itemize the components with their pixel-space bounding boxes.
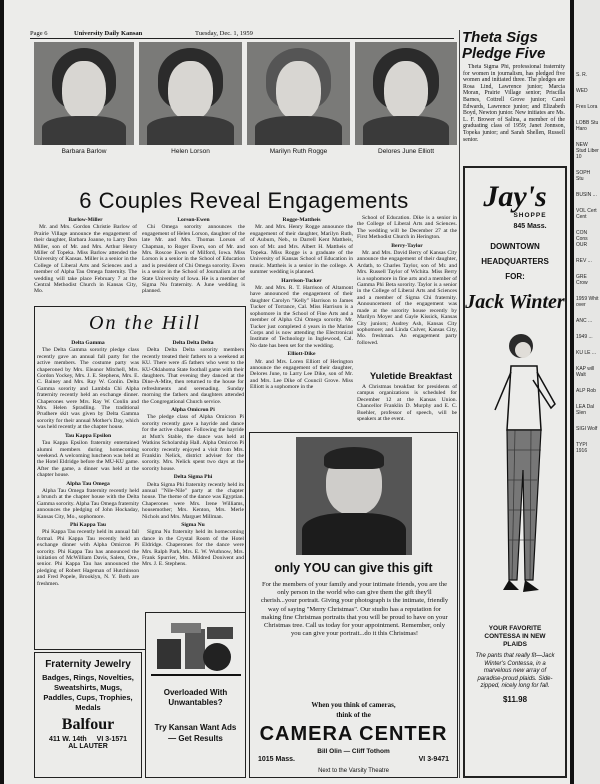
strip-text-3: LOBB Stu Haro (576, 120, 599, 132)
main-headline: 6 Couples Reveal Engagements (79, 188, 409, 213)
ad-note: Next to the Varsity Theatre (318, 768, 389, 774)
photo-marilyn-rogge (247, 42, 350, 145)
strip-text-19: TYPI 1916 (576, 442, 588, 454)
ad-shoppe: SHOPPE (513, 212, 547, 219)
ad-headline: only YOU can give this gift (274, 561, 433, 575)
ad-cta: Try Kansan Want Ads— Get Results (154, 723, 237, 743)
story-text: School of Education. Dike is a senior in the College of Liberal Arts and Sciences. The wedding will be December 27 at the First Methodist Church in Herington. (357, 215, 457, 241)
strip-text-10: GRE Crow (576, 274, 588, 286)
strip-text-6: BUSIN ... (576, 192, 597, 198)
ad-phone: VI 3-1571 (96, 736, 128, 743)
ad-title: Fraternity Jewelry (45, 659, 131, 670)
photo-caption: Barbara Barlow (61, 148, 107, 155)
strip-text-2: Fres Lora (576, 104, 598, 110)
strip-text-15: KAP will Walt (576, 366, 595, 378)
on-the-hill-title: On the Hill (89, 312, 201, 334)
paper-name: University Daily Kansan (74, 30, 143, 37)
story-berry-taylor (357, 215, 457, 369)
adjacent-page-strip (574, 0, 600, 784)
group-text: The pledge class of Alpha Omicron Pi sorority recently gave a hayride and dance for the active chapter. Following the hayride at Mutt's Stable, the dance was held at Watkins Scholarship Hall. Alpha Omicron Pi sorority recently enjoyed a visit from Mrs. Franklin Nelick, district adviser for the sorority. Mrs. Nelick spent two days at the sorority house. (142, 414, 244, 472)
ad-downtown: DOWNTOWN (490, 242, 540, 251)
strip-text-4: NEW Stud Liber 10 (576, 142, 599, 160)
story-rogge-mattheis (250, 215, 353, 429)
fashion-illustration (467, 320, 563, 620)
theta-headline: Theta Sigs Pledge Five (462, 29, 546, 62)
hill-column-left (37, 338, 139, 648)
ad-phone: VI 3-9471 (418, 756, 449, 763)
portrait-photo (296, 437, 412, 555)
strip-text-9: REV ... (576, 258, 592, 264)
group-title: Alpha Omicron Pi (171, 407, 215, 414)
photo-delores-elliott (355, 42, 457, 145)
ad-want-ads (145, 612, 246, 778)
strip-text-14: KU LE ... (576, 350, 597, 356)
group-text: The Delta Gamma sorority pledge class recently gave an annual fall party for the active members. The costume party was chaperoned by Mrs. Eleanor Mitchell, Mrs. Gordon Yockey, Mrs. J. E. Stephens, Mrs. E. C. Bainey and Mrs. Ray W. Conlin. Delta Gamma sorority and Lambda Chi Alpha fraternity recently held an exchange dinner. Chaperones were Mrs. Ray W. Conlin and Mrs. Helen Spradling. The traditional Prudhere skit was given by Delta Gamma sorority for their annual Mother's Day, which was held recently at the chapter house. (37, 347, 139, 431)
story-text: Mr. and Mrs. Gordon Christie Barlow of Prairie Village announce the engagement of their daughter, Barbara Joanne, to Larry Don Miller, son of Mr. and Mrs. Arthur Henry Miller of Topeka. Miss Barlow attended the University of Kansas. Miller is a senior in the College of Liberal Arts and Sciences and a member of Alpha Tau Omega fraternity. The wedding will take place February 7 at the Central Methodist Church in Kansas City, Mo. (34, 224, 137, 295)
hill-column-right (142, 338, 244, 608)
ad-line: think of the (336, 711, 371, 719)
story-text: Mr. and Mrs. David Berry of Kansas City announce the engagement of their daughter, Ardath, to Charles Taylor, son of Mr. and Mrs. Russell Taylor of Wichita. Miss Berry is a sophomore in fine arts and a member of Gamma Phi Beta sorority. Taylor is a senior in the College of Liberal Arts and Sciences and a member of Sigma Chi fraternity. Announcement of the engagement was made at the sorority house recently by Marilyn Moyer and Gayle Kissick, Kansas City juniors; Audrey Ash, Kansas City sophomore; and Linda Culver, Kansas City, Mo. freshman. An engagement party followed. (357, 250, 457, 346)
photo-helen-lorson (139, 42, 242, 145)
strip-text-7: VOL Cert Cent (576, 208, 597, 220)
ad-jack-winter: Jack Winter (465, 291, 565, 313)
strip-text-0: S. R. (576, 72, 588, 78)
ad-description: The pants that really fit—Jack Winter's Contessa, in a marvelous new array of paradise-proud plaids. Side-zipped, nicely long for fall. (475, 653, 555, 689)
story-text: Mr. and Mrs. R. T. Harrison of Altamont have announced the engagement of their daughter Carolyn "Kelly" Harrison to James Tucker of Torrance, Cal. Miss Harrison is a sophomore in the School of Fine Arts and a member of Alpha Chi Omega sorority. Mr. Tucker just completed 4 years in the Marine Corps and is now attending the Electronical Institute of Technology in Inglewood, Cal. No date has been set for the wedding. (250, 285, 353, 349)
yuletide-headline: Yuletide Breakfast (369, 371, 453, 382)
photo-caption: Delores June Elliott (378, 148, 434, 155)
ad-for: FOR: (505, 272, 525, 281)
strip-text-12: ANC ... (576, 318, 593, 324)
story-title: Lorson-Ewen (177, 217, 210, 223)
ad-address: 1015 Mass. (258, 756, 295, 763)
story-title: Barlow-Miller (68, 217, 103, 223)
column-rule (459, 30, 460, 778)
ad-fraternity-jewelry (34, 652, 142, 778)
newspaper-page (4, 0, 570, 784)
group-title: Phi Kappa Tau (69, 521, 107, 528)
story-title: Berry-Taylor (391, 242, 423, 249)
photo-caption: Helen Lorson (171, 148, 210, 155)
ad-owners: Bill Olin — Cliff Tothom (317, 748, 390, 755)
yuletide-story (357, 384, 457, 429)
group-title: Tau Kappa Epsilon (64, 432, 112, 439)
ad-address: 411 W. 14th (48, 736, 87, 743)
story-text: Mr. and Mrs. Loren Elliott of Herington announce the engagement of their daughter, Delores June, to Larry Lee Dike, son of Mr. and Mrs. Lee Dike of Council Grove. Miss Elliott is a sophomore in the (250, 358, 353, 391)
group-text: Alpha Tau Omega fraternity recently held a brunch at the chapter house with the Delta Gamma sorority. Alpha Tau Omega fraternity announces the pledging of John Hockaday, Kansas City, Mo., sophomore. (37, 487, 139, 520)
ad-line: When you think of cameras, (311, 701, 396, 709)
strip-text-13: 1949 ... (576, 334, 593, 340)
junk-pile-illustration (151, 619, 241, 681)
photo-barbara-barlow (34, 42, 134, 145)
story-barlow-miller (34, 215, 137, 307)
strip-text-18: SIGI Wolf (576, 426, 598, 432)
theta-story (463, 64, 565, 162)
group-text: Delta Delta Delta sorority members recently treated their fathers to a weekend at KU. There were 45 fathers who went to the KU-Oklahoma State football game with their daughters. That evening they danced at the Dine-A-Mite, then returned to the house for refreshments and serenading. Sunday morning the fathers and daughters attended the Congregational Church service. (142, 347, 244, 405)
page-number: Page 6 (30, 30, 48, 37)
story-lorson-ewen (142, 215, 245, 307)
group-text: Sigma Nu fraternity held its homecoming dance in the Crystal Room of the Hotel Eldridge. Chaperones for the dance were Mrs. Ralph Park, Mrs. E. W. Wuthnow, Mrs. Frank Spurrier, Mrs. Mildred Donivent and Mrs. J. E. Stephens. (142, 529, 244, 568)
ad-camera-center (249, 432, 458, 778)
ad-title: Overloaded With Unwantables? (163, 688, 228, 707)
page-header (30, 29, 454, 39)
ad-tagline: YOUR FAVORITE CONTESSA IN NEW PLAIDS (484, 625, 546, 648)
ad-address: 845 Mass. (513, 223, 547, 230)
group-title: Alpha Tau Omega (66, 480, 110, 487)
group-title: Delta Delta Delta (172, 340, 214, 346)
story-text: A Christmas breakfast for presidents of campus organizations is scheduled for December 12 at the Kansas Union. Chancellor Franklin D. Murphy and E. C. Buehler, professor of speech, will be speakers at the event. (357, 384, 457, 423)
group-text: Phi Kappa Tau recently held its annual fall formal. Phi Kappa Tau recently held an exchange dinner with Alpha Omicron Pi sorority. Phi Kappa Tau has announced the initiation of McWilliam Davis, Salem, Ore., senior. Phi Kappa Tau has announced the pledging of Robert Hageman of Hutchinson and Fred Popele, Brooklyn, N. Y. Both are freshmen. (37, 529, 139, 587)
ad-body: For the members of your family and your intimate friends, you are the only person in the world who can give them the gift they'll cherish...your portrait. Giving your photograph is the intimate, friendly way of saying "Merry Christmas". Our studio has a reputation for making fine Christmas portraits that you will be proud to have on your Christmas tree. Call us today for your appointment. Remember, only you can give your portrait...do it this Christmas! (260, 581, 449, 638)
strip-text-1: WED (576, 88, 588, 94)
ad-headquarters: HEADQUARTERS (481, 257, 549, 266)
strip-text-5: SOPH Stu (576, 170, 591, 182)
issue-date: Tuesday, Dec. 1, 1959 (195, 30, 253, 37)
group-text: Tau Kappa Epsilon fraternity entertained alumni members during homecoming weekend. A welcoming luncheon was held at the Hotel Eldridge before the MU-KU game. After the game, a dinner was held at the chapter house. (37, 440, 139, 479)
ad-brand: Jay's (483, 180, 547, 213)
strip-text-17: LEA Dal Slen (576, 404, 595, 416)
ad-price: $11.98 (502, 694, 528, 704)
group-title: Delta Sigma Phi (173, 474, 213, 481)
strip-text-16: ALP Rob (576, 388, 596, 394)
photo-caption: Marilyn Ruth Rogge (269, 148, 328, 155)
story-title: Elliott-Dike (287, 351, 316, 358)
ad-contact: AL LAUTER (68, 743, 108, 750)
story-text: Mr. and Mrs. Henry Rogge announce the engagement of their daughter, Marilyn Ruth, of Auburn, Neb., to Darrell Kent Mattheis, son of Mr. and Mrs. Albert H. Mattheis of Topeka. Miss Rogge is a graduate of the University of Kansas School of Education in music. Mattheis is a senior in the college. A summer wedding is planned. (250, 224, 353, 276)
group-title: Sigma Nu (181, 521, 205, 528)
story-text: Theta Sigma Phi, professional fraternity for women in journalism, has pledged five women and initiated three. The pledges are Rosa Lind, Lawrence junior; Marcia Moran, Prairie Village senior; Priscilla Barnes, Cottrell Grove junior; Carol Edwards, Lawrence junior; and Elizabeth Boyd, Newton junior. New initiates are Ms. L. F. Brower of Salina, a member of the graduating class of 1959; Janet Jonnson, Topeka junior; and Sarah Shellen, Russell senior. (463, 64, 565, 143)
strip-text-8: CON Cons OUR (576, 230, 588, 248)
story-title: Harrison-Tucker (281, 277, 322, 284)
story-title: Rogge-Mattheis (282, 217, 321, 223)
group-text: Delta Sigma Phi fraternity recently held its annual "Nile-Nile" party at the chapter house. The theme of the dance was Egyptian. Chaperones were Mrs. Irene Williams, housemother; Mrs. Kenton, Mrs. Merle Nichols and Mrs. Marguet Millman. (142, 481, 244, 520)
ad-items: Badges, Rings, Novelties, Sweatshirts, Mugs, Paddles, Cups, Trophies, Medals (42, 673, 134, 712)
ad-jays-shoppe (463, 166, 567, 778)
story-text: Chi Omega sorority announces the engagement of Helen Lorson, daughter of the late Mr. and Mrs. Thomas Lorson of Chapman, to Roger Ewen, son of Mr. and Mrs. Roscoe Ewen of Milford, Iowa. Miss Lorson is a senior in the School of Education and is president of Chi Omega sorority. Ewen is a senior in the School of Journalism at the State University of Iowa. He is a member of Sigma Nu fraternity. A June wedding is planned. (142, 224, 245, 295)
ad-brand: CAMERA CENTER (259, 723, 448, 745)
ad-brand: Balfour (61, 716, 115, 733)
group-title: Delta Gamma (71, 340, 105, 346)
strip-text-11: 1959 Whit over (576, 296, 599, 308)
